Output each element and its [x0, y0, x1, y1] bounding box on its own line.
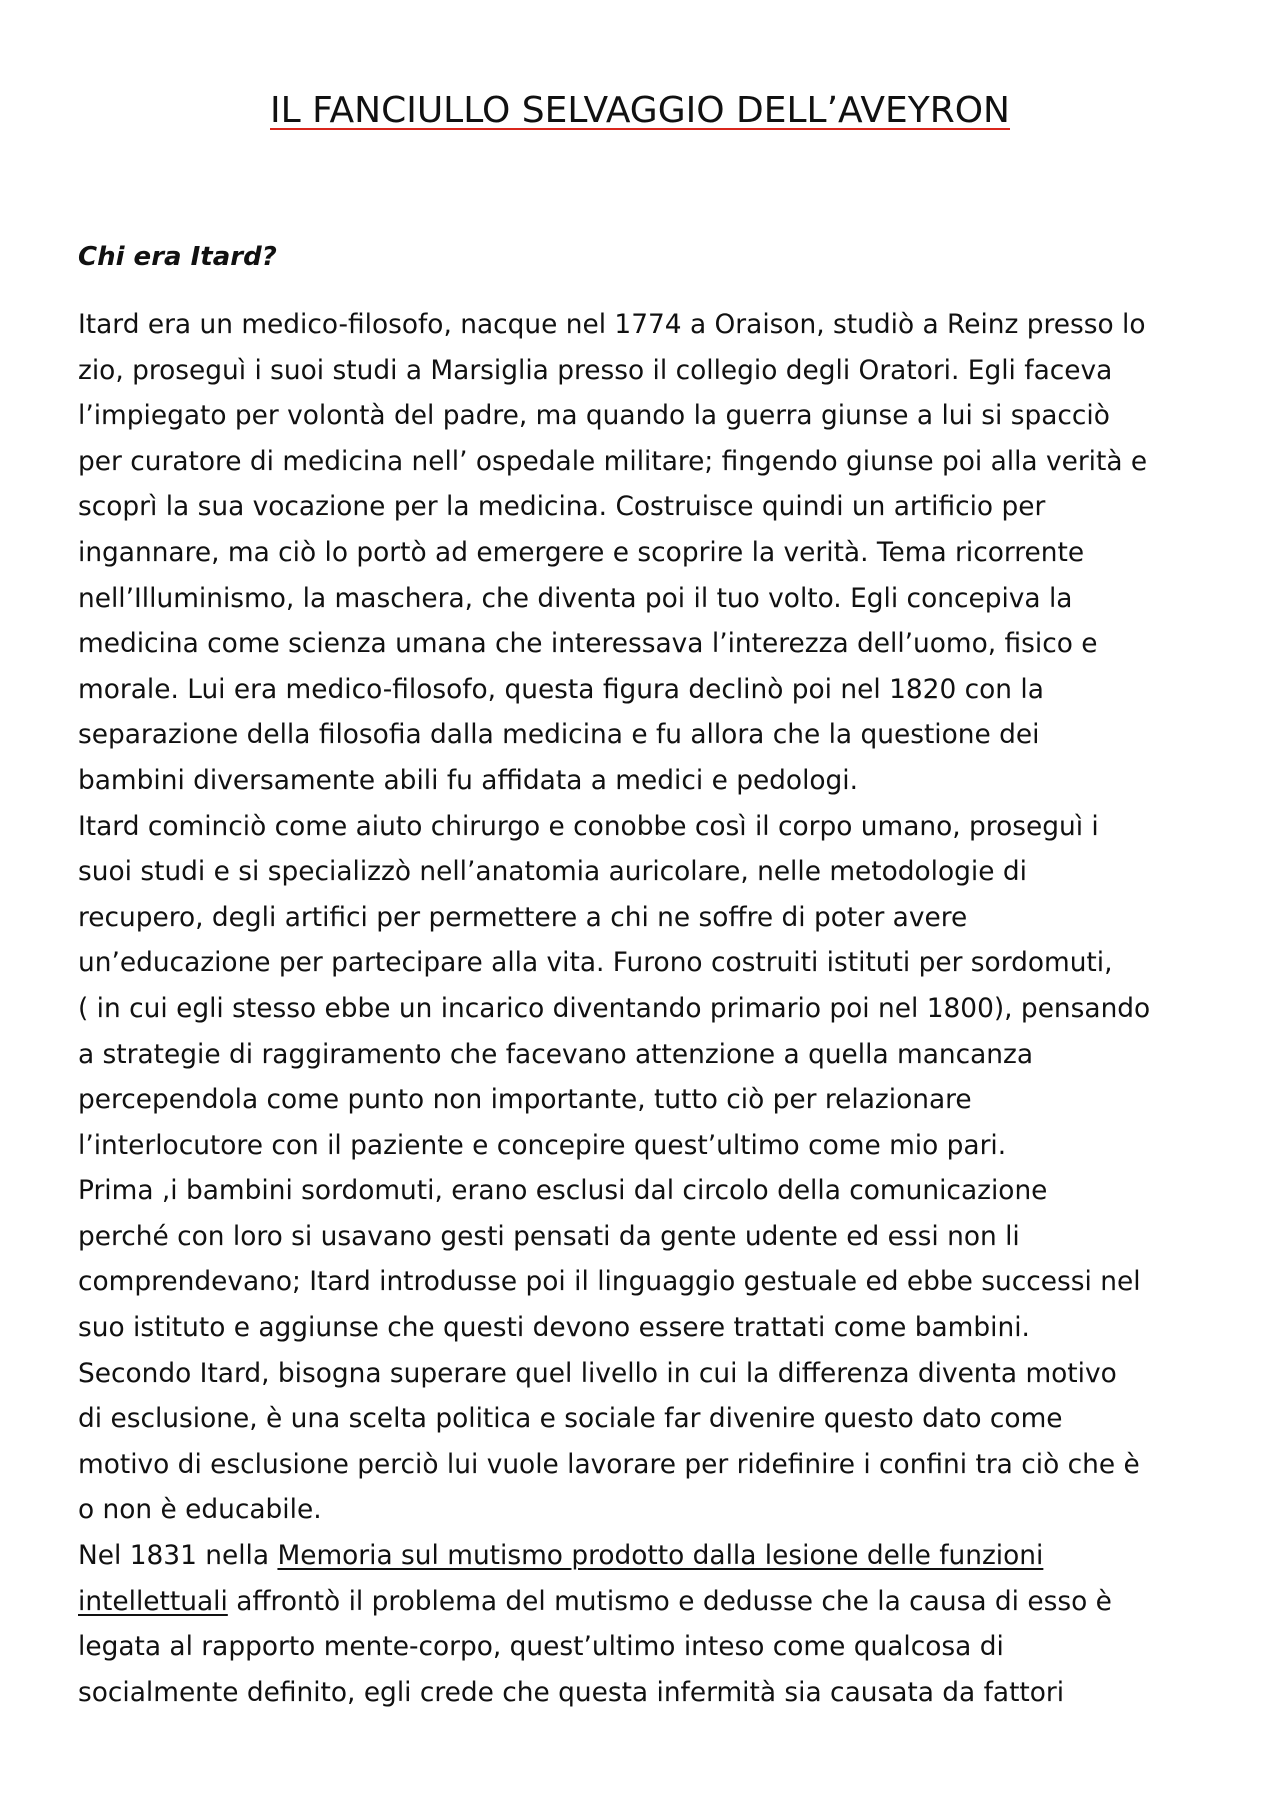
text-line: di esclusione, è una scelta politica e sociale far divenire questo dato come [78, 1403, 1063, 1435]
text-line: Prima ,i bambini sordomuti, erano esclusi dal circolo della comunicazione [78, 1175, 1048, 1207]
text-line: un’educazione per partecipare alla vita. Furono costruiti istituti per sordomuti, [78, 947, 1113, 979]
text-line: perché con loro si usavano gesti pensati da gente udente ed essi non li [78, 1220, 1020, 1252]
text-line: ( in cui egli stesso ebbe un incarico diventando primario poi nel 1800), pensando [78, 992, 1151, 1024]
memoria-prefix: Nel 1831 nella [78, 1540, 278, 1572]
text-line: scoprì la sua vocazione per la medicina. Costruisce quindi un artificio per [78, 491, 1046, 523]
text-line: suoi studi e si specializzò nell’anatomia auricolare, nelle metodologie di [78, 856, 1027, 888]
text-line: o non è educabile. [78, 1494, 322, 1526]
document-title-text: IL FANCIULLO SELVAGGIO DELL’AVEYRON [270, 90, 1010, 131]
text-line: suo istituto e aggiunse che questi devono essere trattati come bambini. [78, 1312, 1030, 1344]
text-line-memoria-cont [78, 1579, 1218, 1625]
text-line: a strategie di raggiramento che facevano attenzione a quella mancanza [78, 1038, 1034, 1070]
text-line: Itard cominciò come aiuto chirurgo e conobbe così il corpo umano, proseguì i [78, 810, 1099, 842]
text-line: bambini diversamente abili fu affidata a medici e pedologi. [78, 764, 859, 796]
text-line: zio, proseguì i suoi studi a Marsiglia presso il collegio degli Oratori. Egli faceva [78, 354, 1113, 386]
memoria-title-part2: intellettuali [78, 1585, 228, 1617]
memoria-title-part1: Memoria sul mutismo prodotto dalla lesione delle funzioni [277, 1540, 1044, 1572]
text-line: per curatore di medicina nell’ ospedale militare; fingendo giunse poi alla verità e [78, 445, 1148, 477]
body-text [78, 302, 1218, 1715]
section-heading: Chi era Itard? [78, 242, 277, 272]
text-line: morale. Lui era medico-filosofo, questa figura declinò poi nel 1820 con la [78, 673, 1044, 705]
text-line: Itard era un medico-filosofo, nacque nel 1774 a Oraison, studiò a Reinz presso lo [78, 309, 1146, 340]
text-line: nell’Illuminismo, la maschera, che diventa poi il tuo volto. Egli concepiva la [78, 582, 1073, 614]
memoria-suffix: affrontò il problema del mutismo e dedusse che la causa di esso è [227, 1585, 1112, 1617]
text-line: motivo di esclusione perciò lui vuole lavorare per ridefinire i confini tra ciò che è [78, 1448, 1140, 1480]
text-line: legata al rapporto mente-corpo, quest’ultimo inteso come qualcosa di [78, 1631, 1004, 1663]
text-line: recupero, degli artifici per permettere a chi ne soffre di poter avere [78, 901, 968, 933]
text-line: ingannare, ma ciò lo portò ad emergere e scoprire la verità. Tema ricorrente [78, 536, 1085, 568]
text-line: socialmente definito, egli crede che questa infermità sia causata da fattori [78, 1676, 1065, 1708]
text-line: medicina come scienza umana che interessava l’interezza dell’uomo, fisico e [78, 628, 1098, 660]
document-title [0, 88, 1280, 134]
text-line: comprendevano; Itard introdusse poi il linguaggio gestuale ed ebbe successi nel [78, 1266, 1141, 1298]
text-line: l’impiegato per volontà del padre, ma quando la guerra giunse a lui si spacciò [78, 400, 1110, 432]
text-line: l’interlocutore con il paziente e concepire quest’ultimo come mio pari. [78, 1129, 1007, 1161]
text-line: separazione della filosofia dalla medicina e fu allora che la questione dei [78, 719, 1040, 751]
text-line: percependola come punto non importante, tutto ciò per relazionare [78, 1084, 972, 1116]
text-line-memoria [78, 1533, 1218, 1579]
text-line: Secondo Itard, bisogna superare quel livello in cui la differenza diventa motivo [78, 1357, 1117, 1389]
